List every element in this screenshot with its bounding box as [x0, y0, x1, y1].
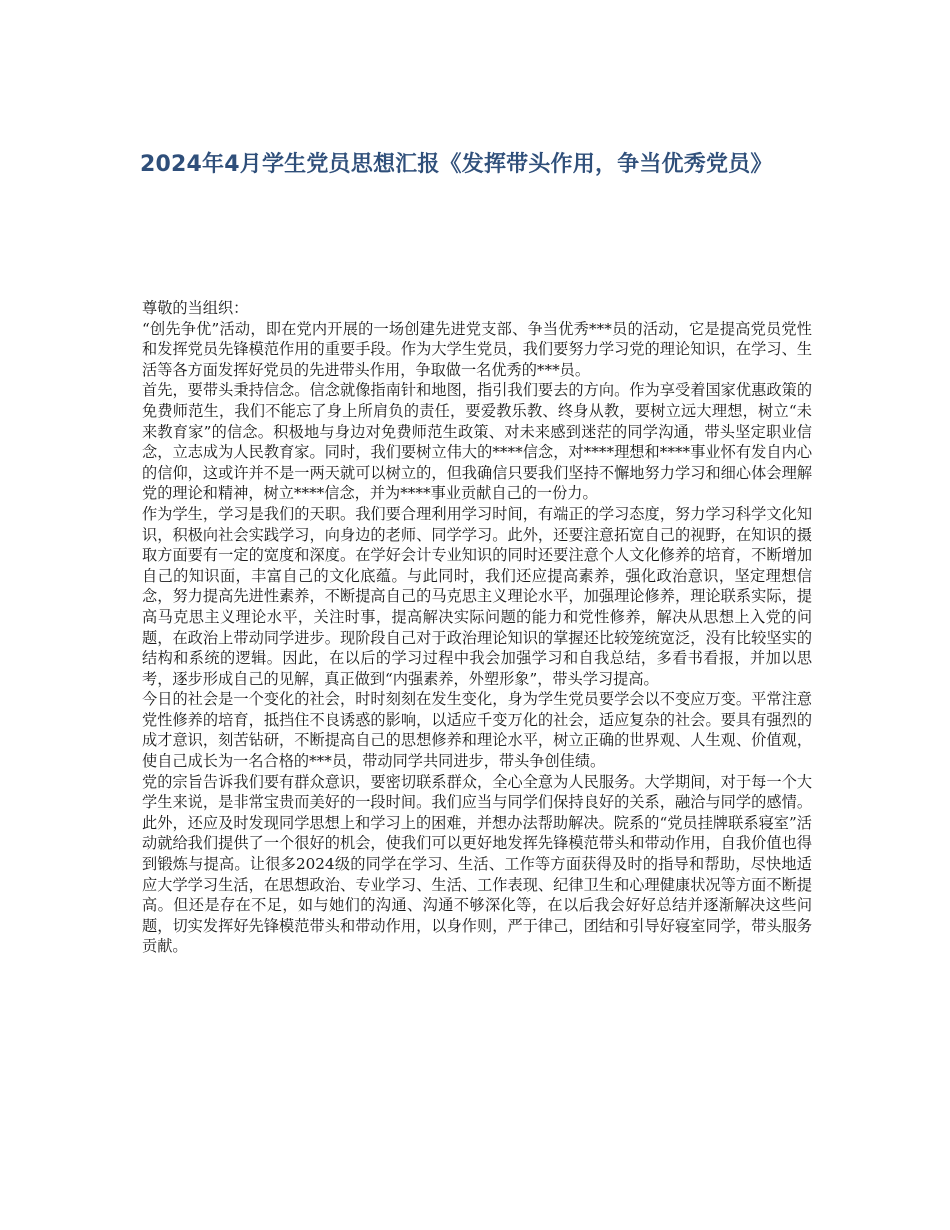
paragraph: 首先，要带头秉持信念。信念就像指南针和地图，指引我们要去的方向。作为享受着国家优惠政策的免费师范生，我们不能忘了身上所肩负的责任，要爱教乐教、终身从教，要树立远大理想，树立“未来教育家”的信念。积极地与身边对免费师范生政策、对未来感到迷茫的同学沟通，带头坚定职业信念，立志成为人民教育家。同时，我们要树立伟大的****信念，对****理想和****事业怀有发自内心的信仰，这或许并不是一两天就可以树立的，但我确信只要我们坚持不懈地努力学习和细心体会理解党的理论和精神，树立****信念，并为****事业贡献自己的一份力。: [142, 381, 812, 503]
paragraph: 党的宗旨告诉我们要有群众意识，要密切联系群众，全心全意为人民服务。大学期间，对于每一个大学生来说，是非常宝贵而美好的一段时间。我们应当与同学们保持良好的关系，融洽与同学的感情。此外，还应及时发现同学思想上和学习上的困难，并想办法帮助解决。院系的“党员挂牌联系寝室”活动就给我们提供了一个很好的机会，使我们可以更好地发挥先锋模范带头和带动作用，自我价值也得到锻炼与提高。让很多2024级的同学在学习、生活、工作等方面获得及时的指导和帮助，尽快地适应大学学习生活，在思想政治、专业学习、生活、工作表现、纪律卫生和心理健康状况等方面不断提高。但还是存在不足，如与她们的沟通、沟通不够深化等，在以后我会好好总结并逐渐解决这些问题，切实发挥好先锋模范带头和带动作用，以身作则，严于律己，团结和引导好寝室同学，带头服务贡献。: [142, 772, 812, 956]
paragraph: 作为学生，学习是我们的天职。我们要合理利用学习时间，有端正的学习态度，努力学习科学文化知识，积极向社会实践学习，向身边的老师、同学学习。此外，还要注意拓宽自己的视野，在知识的摄取方面要有一定的宽度和深度。在学好会计专业知识的同时还要注意个人文化修养的培育，不断增加自己的知识面，丰富自己的文化底蕴。与此同时，我们还应提高素养，强化政治意识，坚定理想信念，努力提高先进性素养，不断提高自己的马克思主义理论水平，加强理论修养，理论联系实际，提高马克思主义理论水平，关注时事，提高解决实际问题的能力和党性修养，解决从思想上入党的问题，在政治上带动同学进步。现阶段自己对于政治理论知识的掌握还比较笼统宽泛，没有比较坚实的结构和系统的逻辑。因此，在以后的学习过程中我会加强学习和自我总结，多看书看报，并加以思考，逐步形成自己的见解，真正做到“内强素养，外塑形象”，带头学习提高。: [142, 504, 812, 688]
document-body: [142, 298, 812, 957]
paragraph: “创先争优”活动，即在党内开展的一场创建先进党支部、争当优秀***员的活动，它是提高党员党性和发挥党员先锋模范作用的重要手段。作为大学生党员，我们要努力学习党的理论知识，在学习、生活等各方面发挥好党员的先进带头作用，争取做一名优秀的***员。: [142, 319, 812, 379]
paragraph: 今日的社会是一个变化的社会，时时刻刻在发生变化，身为学生党员要学会以不变应万变。平常注意党性修养的培育，抵挡住不良诱惑的影响，以适应千变万化的社会，适应复杂的社会。要具有强烈的成才意识，刻苦钻研，不断提高自己的思想修养和理论水平，树立正确的世界观、人生观、价值观，使自己成长为一名合格的***员，带动同学共同进步，带头争创佳绩。: [142, 690, 812, 771]
salutation: 尊敬的当组织：: [142, 299, 249, 317]
document-title: 2024年4月学生党员思想汇报《发挥带头作用，争当优秀党员》: [140, 152, 773, 177]
